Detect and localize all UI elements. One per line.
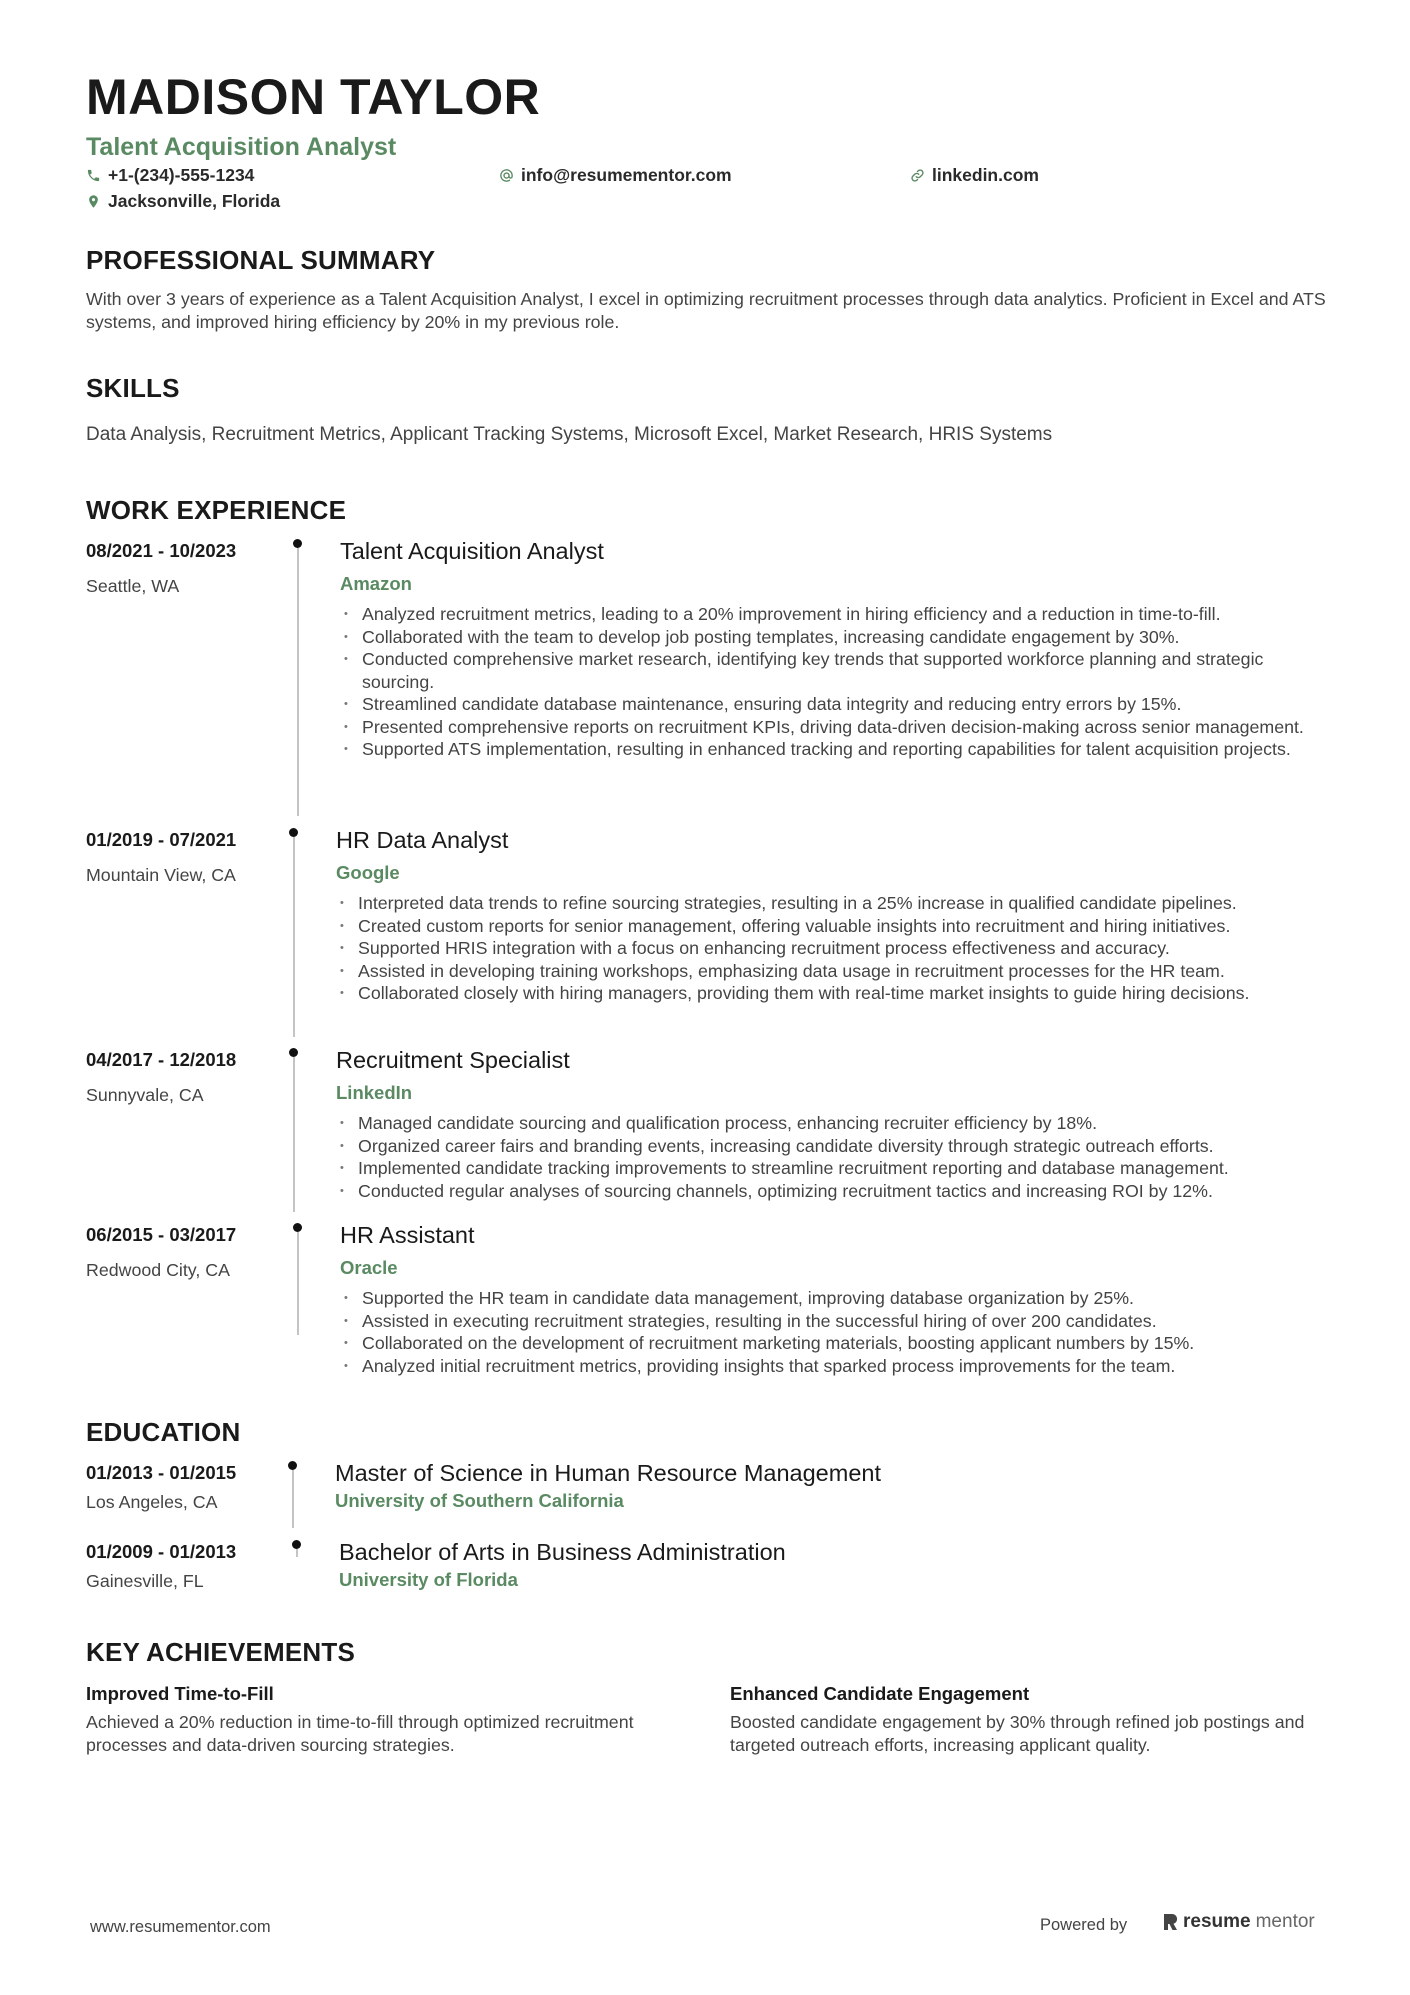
brand-logo[interactable] (1162, 1911, 1315, 1933)
list-item: • Collaborated on the development of recruitment marketing materials, boosting applicant numbers by 15%. (340, 1332, 1340, 1355)
timeline-dot (289, 1048, 298, 1057)
job-role: HR Data Analyst (336, 827, 509, 853)
brand-bold: resume (1183, 1911, 1251, 1932)
achievement-title: Enhanced Candidate Engagement (730, 1683, 1030, 1704)
footer-url[interactable]: www.resumementor.com (90, 1918, 271, 1936)
job-bullets (336, 892, 1336, 1005)
phone-icon (86, 168, 101, 183)
job-dates: 06/2015 - 03/2017 (86, 1224, 237, 1245)
timeline-line (292, 1470, 294, 1528)
job-company: Google (336, 862, 400, 883)
timeline-dot (289, 828, 298, 837)
candidate-name: MADISON TAYLOR (86, 69, 541, 125)
job-bullets (340, 603, 1340, 761)
list-item: • Assisted in executing recruitment strategies, resulting in the successful hiring of over 200 candidates. (340, 1310, 1340, 1333)
timeline-dot (288, 1461, 297, 1470)
job-dates: 01/2019 - 07/2021 (86, 829, 237, 850)
achievement-text: Boosted candidate engagement by 30% through refined job postings and targeted outreach efforts, increasing applicant quality. (730, 1712, 1305, 1755)
list-item: • Managed candidate sourcing and qualification process, enhancing recruiter efficiency by 18%. (336, 1112, 1336, 1135)
list-item: • Supported ATS implementation, resulting in enhanced tracking and reporting capabilities for talent acquisition projects. (340, 738, 1340, 761)
skills-text: Data Analysis, Recruitment Metrics, Applicant Tracking Systems, Microsoft Excel, Market Research, HRIS Systems (86, 424, 1053, 445)
edu-location: Gainesville, FL (86, 1571, 204, 1591)
job-company: Oracle (340, 1257, 398, 1278)
achievements-heading: KEY ACHIEVEMENTS (86, 1637, 356, 1667)
list-item: • Supported HRIS integration with a focus on enhancing recruitment process effectiveness and accuracy. (336, 937, 1336, 960)
link-icon (910, 168, 925, 183)
at-icon (499, 168, 514, 183)
edu-school: University of Florida (339, 1569, 518, 1590)
timeline-line (293, 1057, 295, 1212)
list-item: • Streamlined candidate database maintenance, ensuring data integrity and reducing entry errors by 15%. (340, 693, 1340, 716)
list-item: • Created custom reports for senior management, offering valuable insights into recruitment and hiring initiatives. (336, 915, 1336, 938)
job-dates: 04/2017 - 12/2018 (86, 1049, 237, 1070)
job-role: Recruitment Specialist (336, 1047, 570, 1073)
job-dates: 08/2021 - 10/2023 (86, 540, 237, 561)
education-heading: EDUCATION (86, 1417, 241, 1447)
list-item: • Supported the HR team in candidate data management, improving database organization by 25%. (340, 1287, 1340, 1310)
resumementor-logo-icon (1162, 1913, 1178, 1931)
email-text: info@resumementor.com (521, 165, 732, 185)
job-role: HR Assistant (340, 1222, 475, 1248)
summary-heading: PROFESSIONAL SUMMARY (86, 245, 436, 275)
summary-text: With over 3 years of experience as a Talent Acquisition Analyst, I excel in optimizing recruitment processes through data analytics. Proficient in Excel and ATS systems, and improved hiring efficiency by 20% in my previous role. (86, 289, 1326, 332)
powered-by-label: Powered by (1040, 1916, 1128, 1934)
timeline-line (296, 1549, 298, 1557)
location-text: Jacksonville, Florida (108, 191, 281, 211)
contact-linkedin[interactable] (910, 165, 1039, 186)
skills-heading: SKILLS (86, 373, 180, 403)
edu-dates: 01/2013 - 01/2015 (86, 1462, 237, 1483)
timeline-dot (292, 1540, 301, 1549)
brand-light: mentor (1255, 1911, 1315, 1932)
timeline-dot (293, 1223, 302, 1232)
edu-school: University of Southern California (335, 1490, 624, 1511)
job-location: Seattle, WA (86, 576, 180, 596)
edu-dates: 01/2009 - 01/2013 (86, 1541, 237, 1562)
list-item: • Implemented candidate tracking improvements to streamline recruitment reporting and database management. (336, 1157, 1336, 1180)
job-location: Sunnyvale, CA (86, 1085, 204, 1105)
edu-degree: Bachelor of Arts in Business Administration (339, 1539, 786, 1565)
list-item: • Collaborated with the team to develop job posting templates, increasing candidate engagement by 30%. (340, 626, 1340, 649)
timeline-line (293, 837, 295, 1037)
list-item: • Assisted in developing training workshops, emphasizing data usage in recruitment processes for the HR team. (336, 960, 1336, 983)
candidate-title: Talent Acquisition Analyst (86, 133, 397, 161)
list-item: • Analyzed initial recruitment metrics, providing insights that sparked process improvements for the team. (340, 1355, 1340, 1378)
job-location: Redwood City, CA (86, 1260, 230, 1280)
job-location: Mountain View, CA (86, 865, 236, 885)
list-item: • Analyzed recruitment metrics, leading to a 20% improvement in hiring efficiency and a reduction in time-to-fill. (340, 603, 1340, 626)
edu-location: Los Angeles, CA (86, 1492, 218, 1512)
job-bullets (336, 1112, 1336, 1202)
linkedin-text: linkedin.com (932, 165, 1039, 185)
job-company: LinkedIn (336, 1082, 413, 1103)
timeline-line (297, 548, 299, 816)
edu-degree: Master of Science in Human Resource Management (335, 1460, 881, 1486)
list-item: • Organized career fairs and branding events, increasing candidate diversity through strategic outreach efforts. (336, 1135, 1336, 1158)
job-company: Amazon (340, 573, 412, 594)
achievement-text: Achieved a 20% reduction in time-to-fill through optimized recruitment processes and data-driven sourcing strategies. (86, 1712, 634, 1755)
contact-phone (86, 165, 254, 186)
timeline-dot (293, 539, 302, 548)
contact-email[interactable] (499, 165, 732, 186)
timeline-line (297, 1232, 299, 1335)
contact-location (86, 191, 280, 212)
list-item: • Collaborated closely with hiring managers, providing them with real-time market insights to guide hiring decisions. (336, 982, 1336, 1005)
location-pin-icon (86, 194, 101, 209)
job-role: Talent Acquisition Analyst (340, 538, 604, 564)
list-item: • Conducted comprehensive market research, identifying key trends that supported workforce planning and strategic sourcing. (340, 648, 1340, 693)
experience-heading: WORK EXPERIENCE (86, 495, 347, 525)
list-item: • Presented comprehensive reports on recruitment KPIs, driving data-driven decision-making across senior management. (340, 716, 1340, 739)
phone-text: +1-(234)-555-1234 (108, 165, 255, 185)
list-item: • Conducted regular analyses of sourcing channels, optimizing recruitment tactics and increasing ROI by 12%. (336, 1180, 1336, 1203)
achievement-title: Improved Time-to-Fill (86, 1683, 274, 1704)
list-item: • Interpreted data trends to refine sourcing strategies, resulting in a 25% increase in qualified candidate pipelines. (336, 892, 1336, 915)
job-bullets (340, 1287, 1340, 1377)
